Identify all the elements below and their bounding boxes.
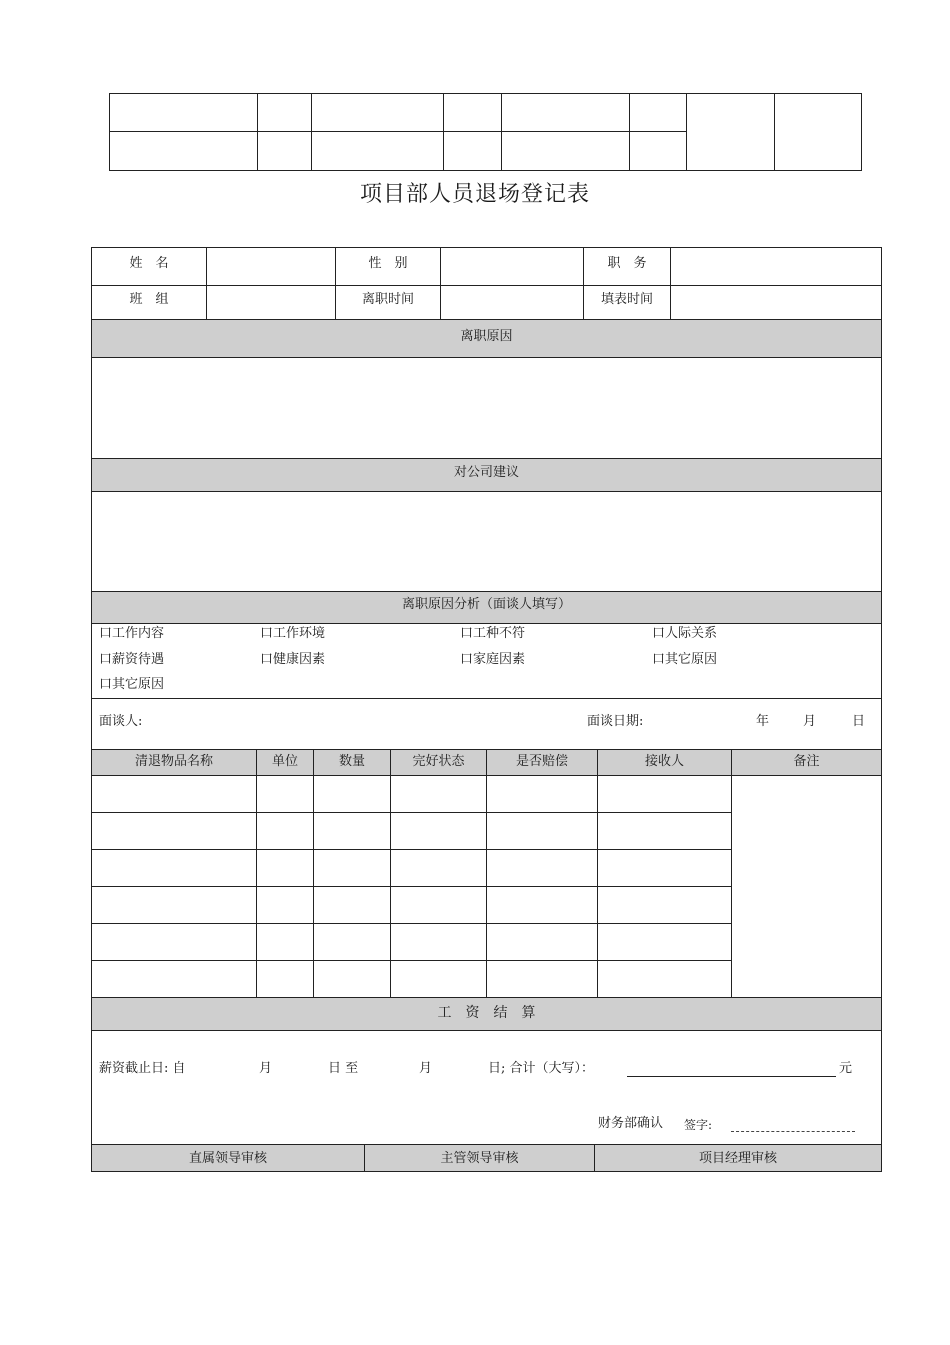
gender-label: 性 别 xyxy=(368,256,408,271)
col-unit: 单位 xyxy=(271,754,298,769)
salary-month-1: 月 xyxy=(259,1061,273,1076)
interview-year-label: 年 xyxy=(756,714,770,729)
name-label: 姓 名 xyxy=(129,256,169,271)
col-condition: 完好状态 xyxy=(412,754,465,769)
col-quantity: 数量 xyxy=(338,754,365,769)
option-work-content[interactable]: 口工作内容 xyxy=(99,626,165,641)
option-work-environment[interactable]: 口工作环境 xyxy=(260,626,326,641)
header-grid-border xyxy=(109,93,862,171)
interview-day-label: 日 xyxy=(852,714,866,729)
reason-text-area[interactable] xyxy=(92,358,881,458)
col-remarks: 备注 xyxy=(793,754,820,769)
salary-section-header: 工 资 结 算 xyxy=(437,1005,536,1021)
analysis-section-header: 离职原因分析（面谈人填写） xyxy=(401,597,571,612)
suggestion-text-area[interactable] xyxy=(92,492,881,591)
approval-project-manager: 项目经理审核 xyxy=(698,1151,777,1166)
name-field[interactable] xyxy=(207,248,335,285)
gender-field[interactable] xyxy=(441,248,583,285)
salary-day-to: 日 至 xyxy=(328,1061,359,1076)
interviewer-label: 面谈人: xyxy=(99,714,143,729)
col-item-name: 清退物品名称 xyxy=(134,754,213,769)
leave-time-field[interactable] xyxy=(441,286,583,319)
col-compensation: 是否赔偿 xyxy=(515,754,568,769)
team-field[interactable] xyxy=(207,286,335,319)
finance-confirm-label: 财务部确认 xyxy=(598,1116,664,1131)
position-field[interactable] xyxy=(671,248,881,285)
approval-supervisor: 主管领导审核 xyxy=(440,1151,519,1166)
fill-time-field[interactable] xyxy=(671,286,881,319)
option-other-reason-2[interactable]: 口其它原因 xyxy=(99,677,165,692)
option-salary[interactable]: 口薪资待遇 xyxy=(99,652,165,667)
salary-yuan-label: 元 xyxy=(839,1061,853,1076)
reason-section-header: 离职原因 xyxy=(460,329,513,344)
salary-total-label: 日; 合计（大写）： xyxy=(488,1061,595,1076)
salary-cutoff-label: 薪资截止日: 自 xyxy=(99,1061,186,1076)
leave-time-label: 离职时间 xyxy=(361,292,414,307)
position-label: 职 务 xyxy=(607,256,647,271)
signature-field[interactable] xyxy=(731,1131,855,1132)
team-label: 班 组 xyxy=(129,292,169,307)
option-relationships[interactable]: 口人际关系 xyxy=(652,626,718,641)
salary-month-2: 月 xyxy=(419,1061,433,1076)
page-title: 项目部人员退场登记表 xyxy=(359,182,590,207)
suggestion-section-header: 对公司建议 xyxy=(453,465,519,480)
col-receiver: 接收人 xyxy=(644,754,684,769)
salary-total-field[interactable] xyxy=(627,1076,836,1077)
option-job-mismatch[interactable]: 口工种不符 xyxy=(460,626,526,641)
signature-label: 签字: xyxy=(684,1118,713,1132)
option-other-reason[interactable]: 口其它原因 xyxy=(652,652,718,667)
approval-direct-leader: 直属领导审核 xyxy=(188,1151,267,1166)
interview-date-label: 面谈日期: xyxy=(587,714,644,729)
option-health[interactable]: 口健康因素 xyxy=(260,652,326,667)
interview-month-label: 月 xyxy=(803,714,817,729)
option-family[interactable]: 口家庭因素 xyxy=(460,652,526,667)
fill-time-label: 填表时间 xyxy=(600,292,653,307)
